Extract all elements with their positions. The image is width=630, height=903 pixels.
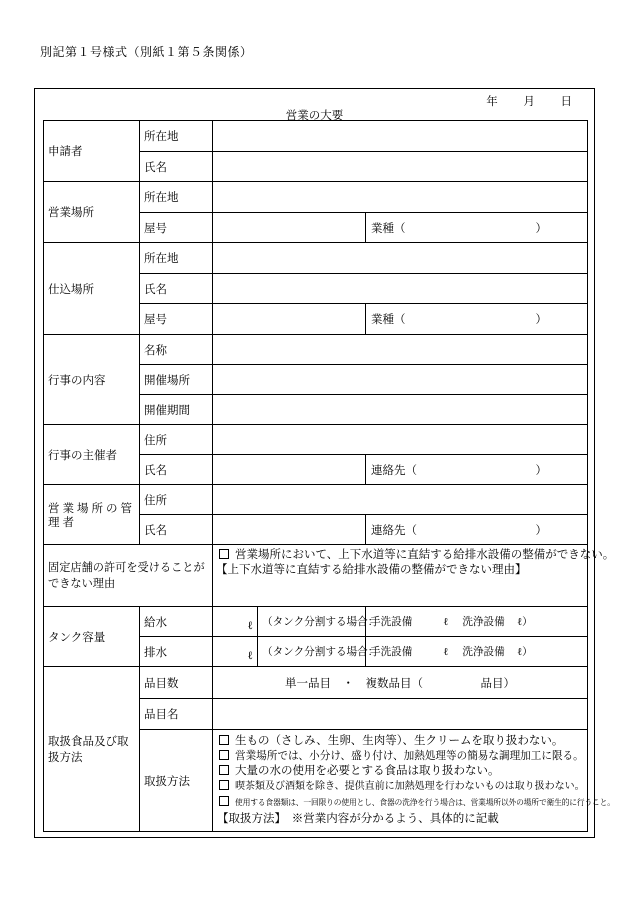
liter-unit: ℓ）: [517, 645, 533, 658]
tank-supply-split-label: （タンク分割する場合：: [258, 607, 366, 637]
event-period-field[interactable]: [213, 395, 588, 425]
checkbox-icon[interactable]: [219, 750, 229, 760]
item-count-label: 品目数: [140, 667, 213, 699]
event-name-field[interactable]: [213, 335, 588, 365]
item-count-field[interactable]: 単一品目 ・ 複数品目（ 品目）: [213, 667, 588, 699]
organizer-address-label: 住所: [140, 425, 213, 455]
tank-drain-label: 排水: [140, 637, 213, 667]
prep-name-field[interactable]: [213, 274, 588, 304]
tank-drain-split-field[interactable]: [366, 637, 588, 667]
checkbox-icon[interactable]: [219, 765, 229, 775]
tank-supply-label: 給水: [140, 607, 213, 637]
organizer-contact-field[interactable]: [366, 455, 588, 485]
applicant-location-label: 所在地: [140, 121, 213, 152]
organizer-contact-label: 連絡先（: [371, 462, 417, 477]
month-label: 月: [523, 94, 535, 108]
item-names-label: 品目名: [140, 699, 213, 730]
wash-label: 洗浄設備: [462, 615, 505, 628]
business-location-label: 所在地: [140, 182, 213, 213]
item-names-field[interactable]: [213, 699, 588, 730]
liter-unit: ℓ: [247, 648, 253, 662]
manager-contact-label: 連絡先（: [371, 522, 417, 537]
applicant-location-field[interactable]: [213, 121, 588, 152]
hand-wash-label: 手洗設備: [370, 615, 413, 628]
form-frame: [34, 88, 615, 838]
liter-unit: ℓ: [443, 615, 449, 628]
method-note: 【取扱方法】 ※営業内容が分かるよう、具体的に記載: [217, 810, 499, 825]
prep-name-label: 氏名: [140, 274, 213, 304]
form-number: 別記第１号様式（別紙１第５条関係）: [40, 45, 253, 59]
manager-contact-field[interactable]: [366, 515, 588, 545]
event-name-label: 名称: [140, 335, 213, 365]
prep-location-label: 所在地: [140, 243, 213, 274]
business-location-field[interactable]: [213, 182, 588, 213]
organizer-name-label: 氏名: [140, 455, 213, 485]
method-item[interactable]: [219, 794, 615, 811]
close-paren: ）: [535, 220, 547, 235]
checkbox-icon[interactable]: [219, 780, 229, 790]
manager-address-label: 住所: [140, 485, 213, 515]
method-field[interactable]: [213, 730, 615, 832]
liter-unit: ℓ: [247, 618, 253, 632]
tank-drain-field[interactable]: [213, 637, 258, 667]
checkbox-icon[interactable]: [219, 735, 229, 745]
method-item[interactable]: [219, 733, 587, 748]
close-paren: ）: [535, 312, 547, 326]
business-type-label: 業種（: [371, 220, 406, 235]
section-event-content: 行事の内容: [44, 335, 140, 425]
liter-unit: ℓ: [443, 645, 449, 658]
method-item-text: 大量の水の使用を必要とする食品は取り扱わない。: [235, 763, 500, 777]
year-label: 年: [486, 94, 498, 108]
organizer-address-field[interactable]: [213, 425, 588, 455]
section-business-place: 営業場所: [44, 182, 140, 243]
close-paren: ）: [535, 462, 547, 477]
method-item[interactable]: [219, 763, 587, 778]
wash-label: 洗浄設備: [462, 645, 505, 658]
reason-bracket-text: 【上下水道等に直結する給排水設備の整備ができない理由】: [216, 561, 527, 576]
close-paren: ）: [535, 522, 547, 537]
checkbox-icon[interactable]: [219, 796, 229, 806]
section-applicant: 申請者: [44, 121, 140, 182]
checkbox-icon[interactable]: [219, 549, 229, 559]
organizer-name-field[interactable]: [213, 455, 366, 485]
method-item[interactable]: [219, 778, 587, 795]
section-preparation-place: 仕込場所: [44, 243, 140, 335]
tank-drain-split-label: （タンク分割する場合：: [258, 637, 366, 667]
prep-shop-name-label: 屋号: [140, 304, 213, 335]
event-venue-field[interactable]: [213, 365, 588, 395]
method-item[interactable]: [219, 748, 587, 764]
section-manager: 営業場所の管理者: [44, 485, 140, 545]
manager-name-field[interactable]: [213, 515, 366, 545]
applicant-name-label: 氏名: [140, 152, 213, 182]
hand-wash-label: 手洗設備: [370, 645, 413, 658]
business-shop-name-field[interactable]: [213, 213, 366, 243]
document-title: 営業の大要: [285, 108, 344, 122]
reason-field[interactable]: [213, 545, 615, 607]
prep-shop-name-field[interactable]: [213, 304, 366, 335]
tank-supply-field[interactable]: [213, 607, 258, 637]
prep-type-field[interactable]: [366, 304, 588, 335]
method-item-text: 喫茶類及び酒類を除き、提供直前に加熱処理を行わないものは取り扱わない。: [235, 780, 585, 792]
reason-check-item[interactable]: [219, 547, 615, 562]
section-reason: 固定店舗の許可を受けることができない理由: [44, 545, 213, 607]
business-summary-form: [43, 120, 615, 832]
method-item-text: 使用する食器類は、一回限りの使用とし、食器の洗浄を行う場合は、営業場所以外の場所で衛生的に行うこと。: [235, 798, 615, 807]
applicant-name-field[interactable]: [213, 152, 588, 182]
reason-check-text: 営業場所において、上下水道等に直結する給排水設備の整備ができない。: [235, 547, 615, 561]
prep-type-label: 業種（: [371, 312, 406, 326]
event-venue-label: 開催場所: [140, 365, 213, 395]
day-label: 日: [560, 94, 572, 108]
manager-address-field[interactable]: [213, 485, 588, 515]
event-period-label: 開催期間: [140, 395, 213, 425]
liter-unit: ℓ）: [517, 615, 533, 628]
section-event-organizer: 行事の主催者: [44, 425, 140, 485]
business-shop-name-label: 屋号: [140, 213, 213, 243]
tank-supply-split-field[interactable]: [366, 607, 588, 637]
manager-name-label: 氏名: [140, 515, 213, 545]
section-food-handling: 取扱食品及び取扱方法: [44, 667, 140, 832]
method-item-text: 生もの（さしみ、生卵、生肉等）、生クリームを取り扱わない。: [235, 733, 564, 747]
method-label: 取扱方法: [140, 730, 213, 832]
section-tank: タンク容量: [44, 607, 140, 667]
prep-location-field[interactable]: [213, 243, 588, 274]
business-type-field[interactable]: [366, 213, 588, 243]
form-table: [43, 120, 615, 832]
method-item-text: 営業場所では、小分け、盛り付け、加熱処理等の簡易な調理加工に限る。: [235, 749, 584, 762]
